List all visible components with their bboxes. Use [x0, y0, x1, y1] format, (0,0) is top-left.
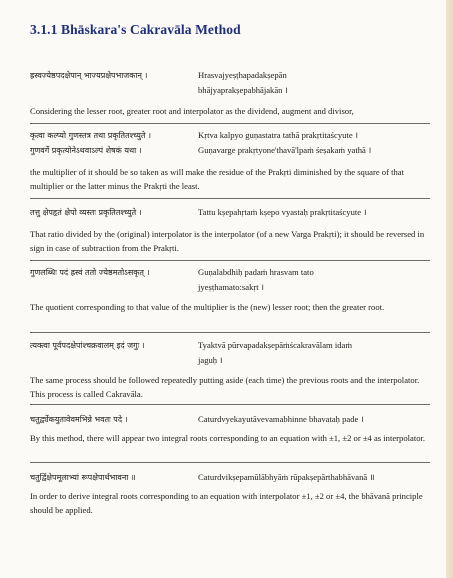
verse-block [30, 128, 434, 158]
sanskrit-verse: त्यक्त्वा पूर्वपदक्षेपांश्चक्रवालम् इदं जगुः । [30, 341, 145, 350]
sanskrit-verse: तत्तु क्षेपहृतं क्षेपो व्यस्तः प्रकृतितश्च्युते । [30, 208, 142, 217]
translation-text: Considering the lesser root, greater root and interpolator as the dividend, augment and divisor, [30, 106, 354, 116]
verse-line [30, 338, 434, 353]
translation-text: The quotient corresponding to that value of the multiplier is the (new) lesser root; then the greater root. [30, 302, 385, 312]
translation-text: That ratio divided by the (original) interpolator is the interpolator (of a new Varga Prakṛti); it should be reversed in sign in case of subtraction from the Prakṛti. [30, 229, 425, 253]
page-edge [446, 0, 453, 578]
verse-line [30, 143, 434, 158]
sanskrit-verse: कृत्वा कल्प्यो गुणस्तत्र तथा प्रकृतितश्च्युते । [30, 131, 152, 140]
verse-line [30, 412, 434, 427]
transliteration: Hrasvajyeṣṭhapadakṣepān [198, 70, 287, 80]
verse-line [30, 280, 434, 295]
translation-text: In order to derive integral roots corresponding to an equation with interpolator ±1, ±2 or ±4, the bhāvanā principle should be applied. [30, 491, 423, 515]
transliteration: Caturdvikṣepamūlābhyāṁ rūpakṣepārthabhāvanā ॥ [198, 472, 375, 482]
translation-text: the multiplier of it should be so taken as will make the residue of the Prakṛti diminished by the square of that multiplier or the latter minus the Prakṛti the least. [30, 167, 404, 191]
transliteration: Tattu kṣepahṛtaṁ kṣepo vyastaḥ prakṛtitaścyute । [198, 207, 367, 217]
divider [30, 260, 430, 261]
sanskrit-verse: गुणवर्गे प्रकृत्योनेऽथवाऽल्पं शेषकं यथा । [30, 146, 142, 155]
sanskrit-verse: ह्रस्वज्येष्ठपदक्षेपान् भाज्यप्रक्षेपभाजकान् । [30, 71, 148, 80]
sanskrit-verse: गुणलब्धिः पदं ह्रस्वं ततो ज्येष्ठमतोऽसकृत् । [30, 268, 150, 277]
translation-text: By this method, there will appear two integral roots corresponding to an equation with ±1, ±2 or ±4 as interpolator. [30, 433, 426, 443]
verse-line [30, 83, 434, 98]
verse-block [30, 338, 434, 368]
divider [30, 462, 430, 463]
section-heading: 3.1.1 Bhāskara's Cakravāla Method [30, 22, 241, 37]
transliteration: Caturdvyekayutāvevamabhinne bhavataḥ pade । [198, 414, 364, 424]
verse-line [30, 68, 434, 83]
divider [30, 332, 430, 333]
verse-line [30, 353, 434, 368]
transliteration: Guṇavarge prakṛtyone'thavā'lpaṁ śeṣakaṁ yathā । [198, 145, 372, 155]
sanskrit-verse: चतुर्द्व्येकयुतावेवमभिन्ने भवतः पदे । [30, 415, 128, 424]
verse-block [30, 265, 434, 295]
verse-line [30, 470, 434, 485]
verse-line [30, 128, 434, 143]
verse-block [30, 205, 434, 220]
verse-line [30, 205, 434, 220]
verse-block [30, 470, 434, 485]
transliteration: Tyaktvā pūrvapadakṣepāṁścakravālam idaṁ [198, 340, 353, 350]
transliteration: jyeṣṭhamato:sakṛt । [198, 282, 265, 292]
divider [30, 404, 430, 405]
divider [30, 198, 430, 199]
divider [30, 123, 430, 124]
verse-line [30, 265, 434, 280]
transliteration: bhājyaprakṣepabhājakān । [198, 85, 288, 95]
verse-block [30, 412, 434, 427]
verse-block [30, 68, 434, 98]
transliteration: Guṇalabdhiḥ padaṁ hrasvam tato [198, 267, 314, 277]
transliteration: Kṛtva kalpyo guṇastatra tathā prakṛtitaścyute । [198, 130, 359, 140]
translation-text: The same process should be followed repeatedly putting aside (each time) the previous roots and the interpolator. This process is called Cakravāla. [30, 375, 420, 399]
sanskrit-verse: चतुर्द्विक्षेपमूलाभ्यां रूपक्षेपार्थभावना ॥ [30, 473, 136, 482]
transliteration: jaguḥ । [198, 355, 223, 365]
